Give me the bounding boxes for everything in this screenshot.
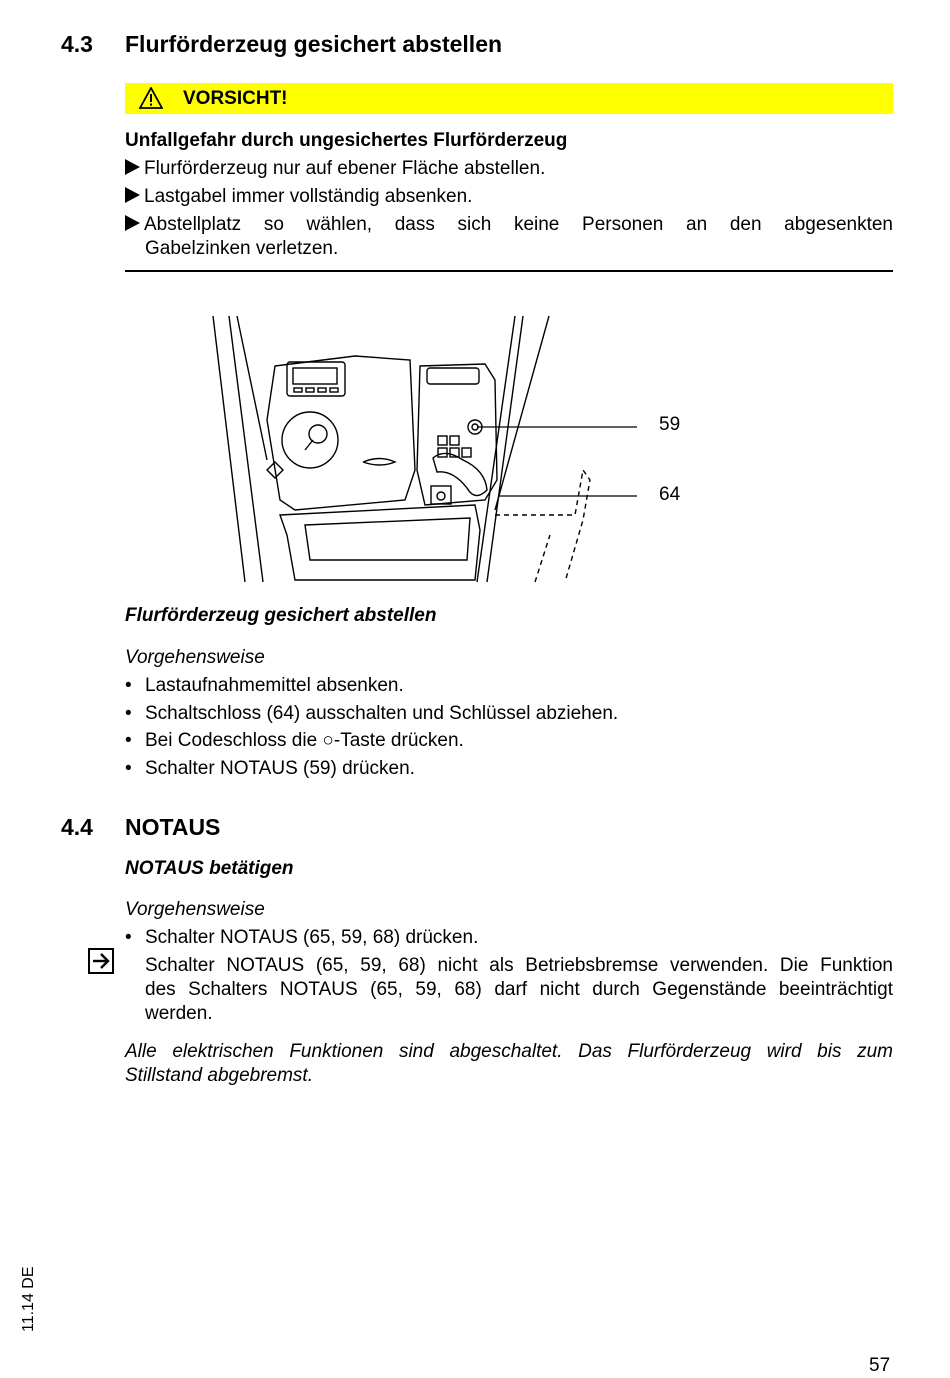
section-title: NOTAUS — [125, 814, 221, 840]
warning-end-rule — [125, 270, 893, 272]
warning-banner — [125, 83, 893, 114]
note-text-line: werden. — [145, 1003, 213, 1024]
truck-control-figure — [205, 310, 685, 590]
procedure-caption: NOTAUS betätigen — [125, 858, 294, 879]
procedure-intro: Vorgehensweise — [125, 899, 265, 920]
warning-item: Lastgabel immer vollständig absenken. — [125, 185, 472, 209]
warning-item: Abstellplatz so wählen, dass sich keine Personen an den abgesenkten — [125, 213, 893, 237]
warning-label: VORSICHT! — [183, 88, 288, 109]
procedure-intro: Vorgehensweise — [125, 647, 265, 668]
edition-label: 11.14 DE — [20, 1266, 37, 1332]
section-number: 4.3 — [61, 31, 93, 57]
page-number: 57 — [869, 1355, 891, 1376]
note-text-line: Schalter NOTAUS (65, 59, 68) nicht als Betriebsbremse verwenden. Die Funktion — [145, 955, 893, 976]
warning-item-continuation: Gabelzinken verletzen. — [145, 238, 339, 259]
warning-triangle-icon — [139, 87, 163, 109]
section-title: Flurförderzeug gesichert abstellen — [125, 31, 503, 57]
warning-heading: Unfallgefahr durch ungesichertes Flurförderzeug — [125, 130, 568, 151]
section-number: 4.4 — [61, 814, 93, 840]
note-text-line: des Schalters NOTAUS (65, 59, 68) darf nicht durch Gegenstände beeinträchtigt — [145, 979, 893, 1000]
callout-label: 59 — [659, 414, 681, 435]
note-arrow-icon — [88, 948, 114, 974]
arrow-bullet-icon — [125, 159, 140, 175]
procedure-caption: Flurförderzeug gesichert abstellen — [125, 605, 437, 626]
arrow-bullet-icon — [125, 187, 140, 203]
arrow-bullet-icon — [125, 215, 140, 231]
callout-label: 64 — [659, 484, 681, 505]
result-text-line: Alle elektrischen Funktionen sind abgeschaltet. Das Flurförderzeug wird bis zum — [125, 1041, 893, 1062]
result-text-line: Stillstand abgebremst. — [125, 1065, 313, 1086]
warning-item: Flurförderzeug nur auf ebener Fläche abstellen. — [125, 157, 545, 181]
